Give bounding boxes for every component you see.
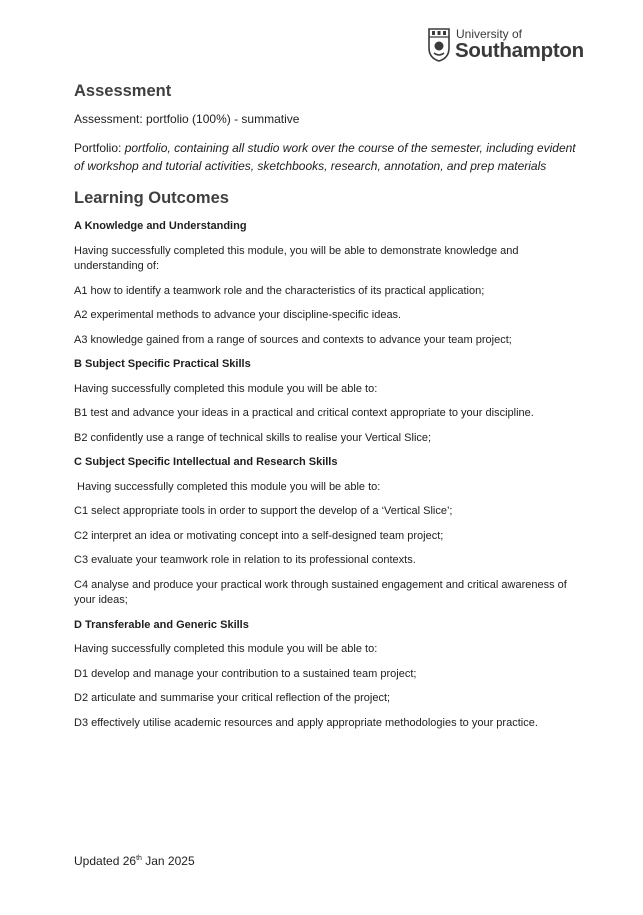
document-body: [74, 80, 584, 731]
portfolio-label: Portfolio:: [74, 141, 125, 155]
portfolio-paragraph: [74, 139, 584, 175]
section-b-intro: Having successfully completed this module you will be able to:: [74, 382, 378, 395]
university-logo: [428, 28, 584, 62]
section-d-intro: Having successfully completed this module you will be able to:: [74, 643, 378, 655]
outcome-d2: D2 articulate and summarise your critical reflection of the project;: [74, 692, 391, 704]
outcome-d3: D3 effectively utilise academic resources and apply appropriate methodologies to your practice.: [74, 716, 538, 729]
logo-line-2: Southampton: [455, 39, 584, 63]
outcome-b1: B1 test and advance your ideas in a practical and critical context appropriate to your discipline.: [74, 407, 534, 419]
section-c-title: C Subject Specific Intellectual and Research Skills: [74, 456, 338, 468]
crest-icon: [428, 28, 450, 62]
logo-line-1: University of: [456, 27, 523, 42]
outcome-c4: C4 analyse and produce your practical work through sustained engagement and critical awareness of your ideas;: [74, 578, 567, 606]
section-b-title: B Subject Specific Practical Skills: [74, 358, 251, 370]
section-a-title: A Knowledge and Understanding: [74, 220, 247, 232]
outcome-a2: A2 experimental methods to advance your discipline-specific ideas.: [74, 309, 402, 321]
portfolio-description: portfolio, containing all studio work over the course of the semester, including evident of workshop and tutorial activities, sketchbooks, research, annotation, and prep materials: [74, 141, 576, 173]
outcome-c1: C1 select appropriate tools in order to support the develop of a ‘Vertical Slice’;: [74, 505, 453, 517]
updated-prefix: Updated 26: [74, 854, 137, 868]
updated-suffix-ordinal: th: [136, 855, 142, 862]
updated-date: [74, 854, 195, 868]
outcome-a3: A3 knowledge gained from a range of sources and contexts to advance your team project;: [74, 333, 512, 346]
outcome-d1: D1 develop and manage your contribution to a sustained team project;: [74, 667, 417, 680]
outcome-c2: C2 interpret an idea or motivating concept into a self-designed team project;: [74, 529, 444, 542]
assessment-line: Assessment: portfolio (100%) - summative: [74, 112, 300, 126]
section-a-intro: Having successfully completed this module, you will be able to demonstrate knowledge and understanding of:: [74, 244, 519, 272]
updated-month-year: Jan 2025: [141, 854, 195, 868]
assessment-heading: Assessment: [74, 82, 172, 100]
section-d-title: D Transferable and Generic Skills: [74, 618, 249, 631]
outcome-b2: B2 confidently use a range of technical skills to realise your Vertical Slice;: [74, 431, 432, 444]
learning-outcomes-heading: Learning Outcomes: [74, 189, 229, 207]
outcome-c3: C3 evaluate your teamwork role in relation to its professional contexts.: [74, 554, 416, 566]
outcome-a1: A1 how to identify a teamwork role and the characteristics of its practical application;: [74, 284, 485, 297]
section-c-intro: Having successfully completed this module you will be able to:: [74, 480, 381, 493]
